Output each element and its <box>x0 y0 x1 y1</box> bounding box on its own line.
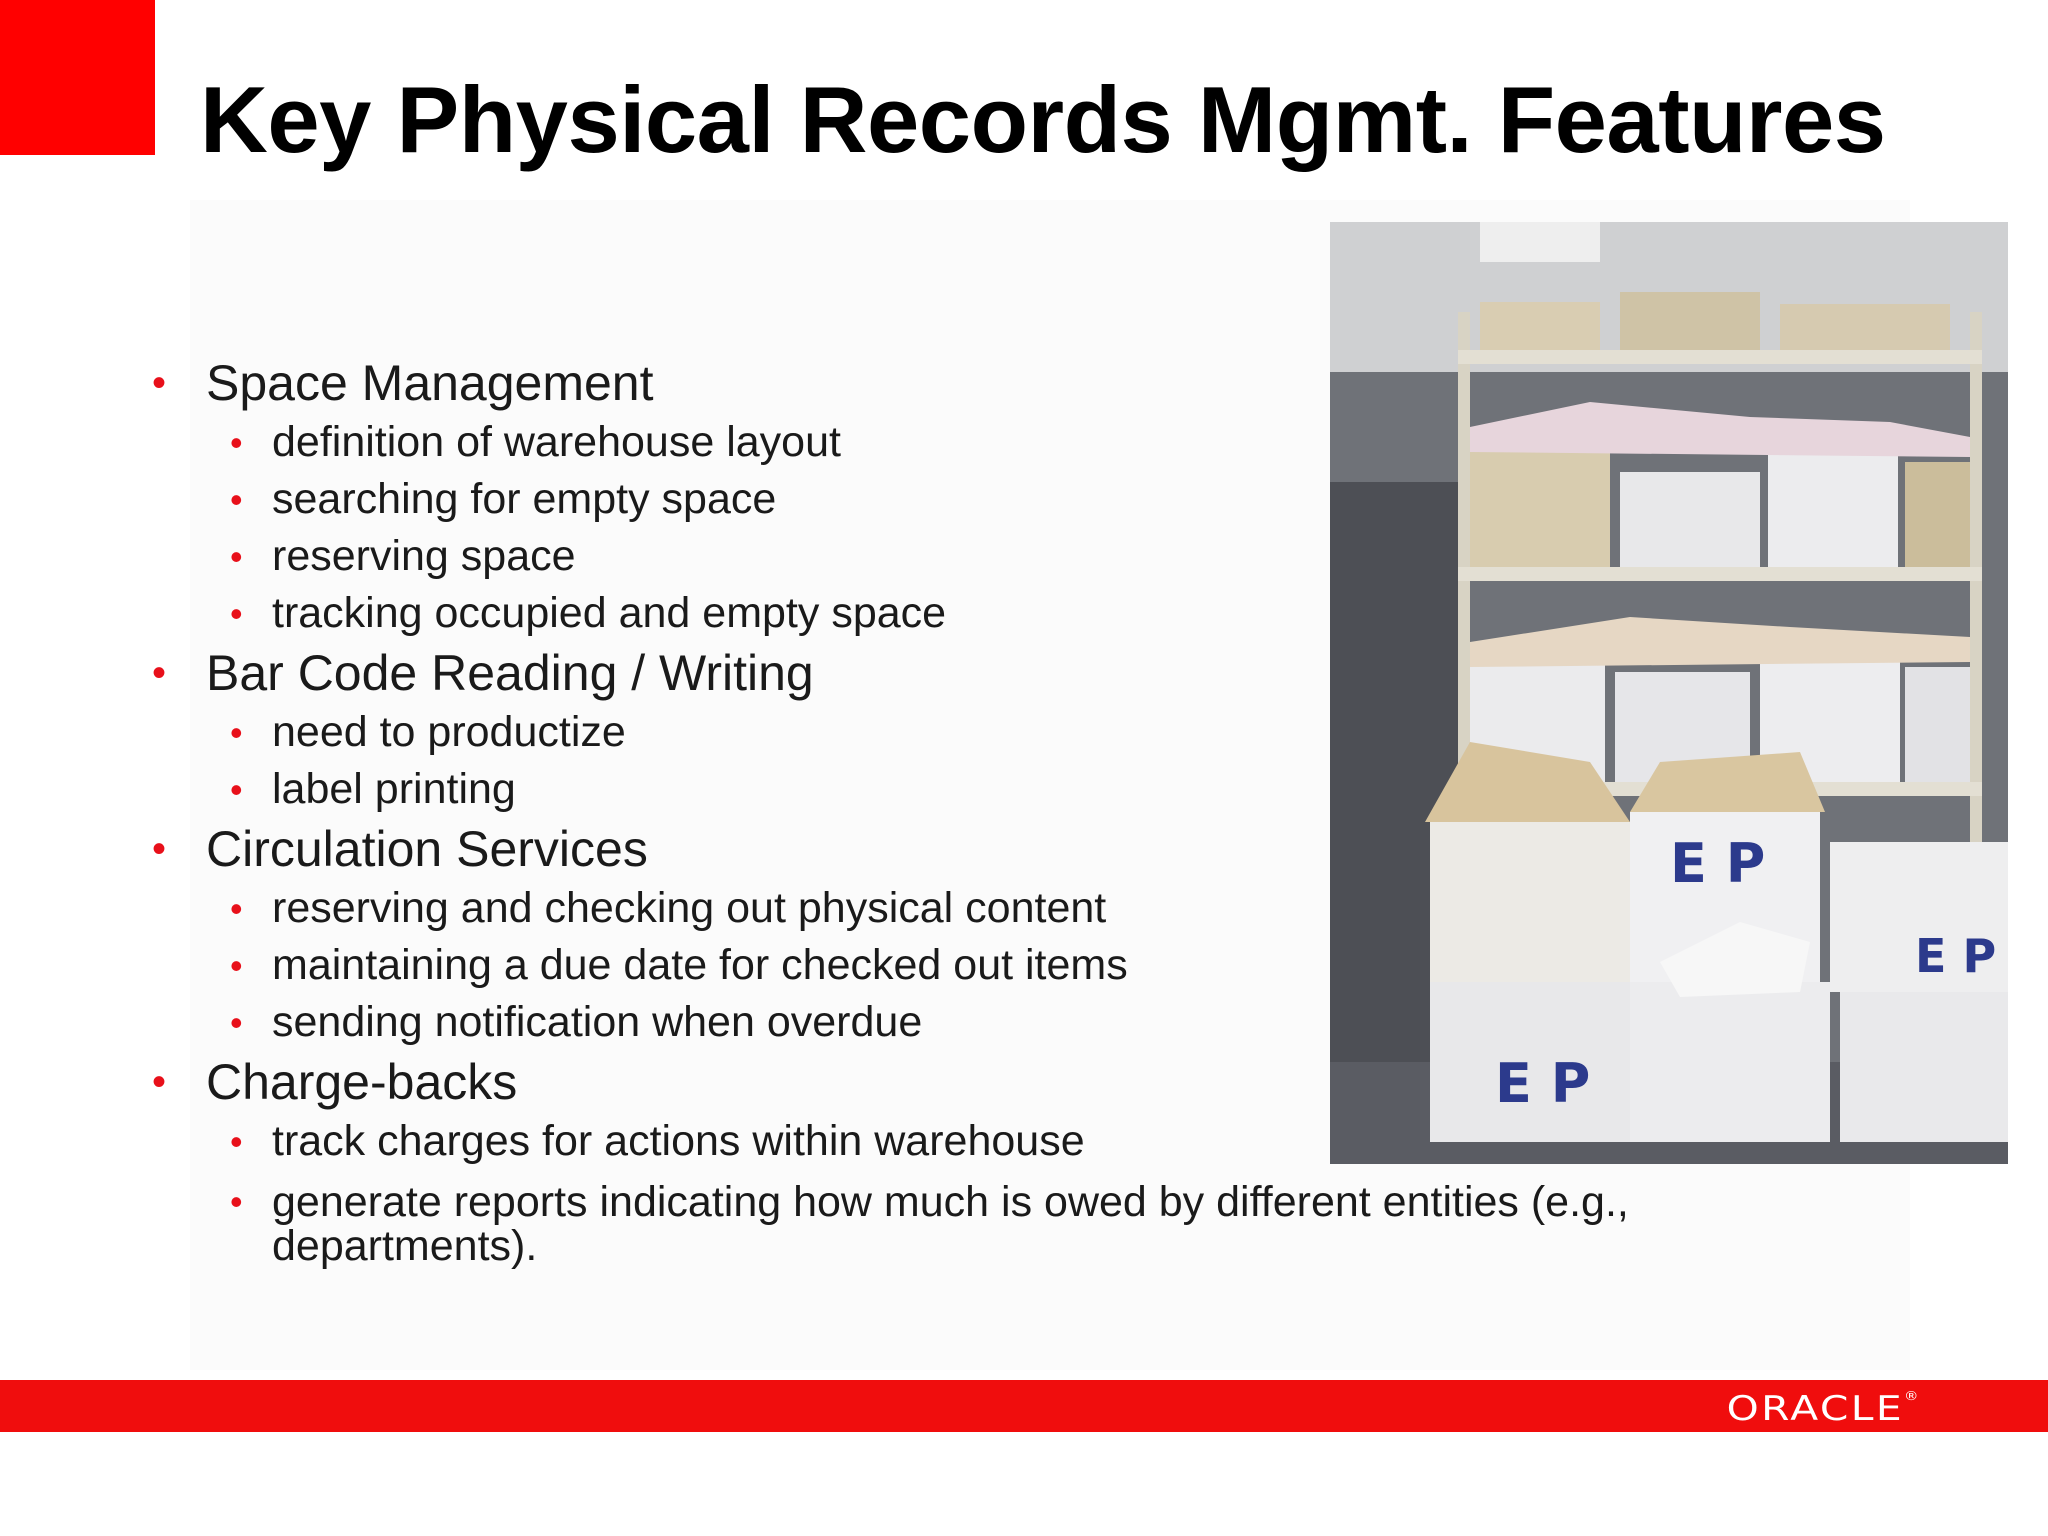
bullet-dot: • <box>230 593 243 634</box>
sub-bullet-text: reserving and checking out physical content <box>272 884 1107 932</box>
bullet-text: Space Management <box>206 355 654 411</box>
registered-mark-icon: ® <box>1904 1389 1921 1403</box>
bullet-dot: • <box>230 479 243 520</box>
bullet-text: Charge-backs <box>206 1054 518 1110</box>
sub-bullet-text: track charges for actions within warehouse <box>272 1117 1085 1165</box>
sub-bullet-text: label printing <box>272 765 516 813</box>
bullet-dot: • <box>230 422 243 463</box>
corner-accent-block <box>0 0 155 155</box>
slide-title: Key Physical Records Mgmt. Features <box>200 67 1886 172</box>
box-logo-text: E P <box>1915 929 1997 983</box>
sub-bullet-text: definition of warehouse layout <box>272 418 841 466</box>
bullet-dot: • <box>230 1002 243 1043</box>
box-logo-text: E P <box>1670 832 1766 895</box>
records-storage-photo <box>1330 222 2008 1164</box>
box-logo-text: E P <box>1495 1052 1591 1115</box>
bullet-text: Circulation Services <box>206 821 648 877</box>
bullet-dot: • <box>230 536 243 577</box>
sub-bullet-text: searching for empty space <box>272 475 777 523</box>
bullet-text: Bar Code Reading / Writing <box>206 645 814 701</box>
bullet-dot: • <box>230 769 243 810</box>
sub-bullet-text: reserving space <box>272 532 576 580</box>
bullet-dot: • <box>152 651 167 695</box>
footer-bar <box>0 1380 2048 1432</box>
bullet-dot: • <box>152 361 167 405</box>
photo-ceiling-light <box>1480 222 1600 262</box>
bullet-dot: • <box>230 888 243 929</box>
bullet-dot: • <box>230 712 243 753</box>
sub-bullet-text: generate reports indicating how much is owed by different entities (e.g., departments). <box>272 1178 1629 1270</box>
bullet-dot: • <box>152 827 167 871</box>
bullet-dot: • <box>230 945 243 986</box>
oracle-logo-text: ORACLE <box>1726 1389 1905 1429</box>
bullet-dot: • <box>230 1121 243 1162</box>
bullet-dot: • <box>230 1181 243 1222</box>
oracle-logo <box>1727 1389 1921 1429</box>
sub-bullet-text: tracking occupied and empty space <box>272 589 947 637</box>
bullet-dot: • <box>152 1060 167 1104</box>
sub-bullet <box>150 1180 1892 1268</box>
sub-bullet-text: maintaining a due date for checked out items <box>272 941 1128 989</box>
sub-bullet-text: need to productize <box>272 708 626 756</box>
sub-bullet-text: sending notification when overdue <box>272 998 923 1046</box>
records-storage-illustration <box>1330 222 2008 1164</box>
photo-middle-shelf-boxes <box>1470 402 1970 567</box>
